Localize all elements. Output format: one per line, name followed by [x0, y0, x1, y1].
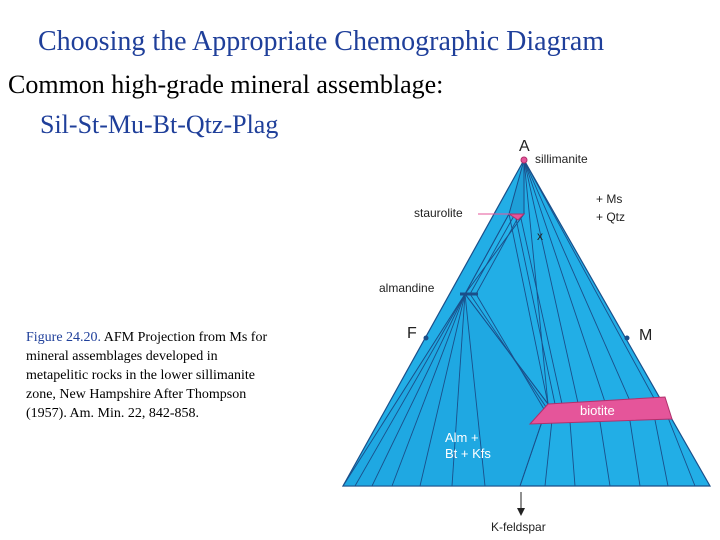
mineral-assemblage: Sil-St-Mu-Bt-Qtz-Plag: [40, 110, 279, 139]
page-subtitle: Common high-grade mineral assemblage:: [8, 70, 444, 99]
kfeldspar-arrow-head: [517, 508, 525, 516]
staurolite-label: staurolite: [414, 206, 463, 220]
page-title: Choosing the Appropriate Chemographic Diagram: [38, 26, 605, 57]
vertex-f-point: [424, 336, 429, 341]
plus-qtz-label: + Qtz: [596, 210, 626, 224]
sillimanite-point: [521, 157, 527, 163]
figure-caption-text: AFM Projection from Ms for mineral assemblages developed in metapelitic rocks in the lower sillimanite zone, New Hampshire After Thompson (1957). Am. Min. 22, 842-858.: [26, 330, 268, 421]
kfeldspar-label: K-feldspar: [491, 520, 546, 534]
vertex-f-label: F: [407, 325, 417, 342]
x-mark-label: x: [537, 229, 543, 243]
field-alm-label: Alm +: [445, 430, 479, 445]
vertex-m-label: M: [639, 327, 653, 344]
biotite-label: biotite: [580, 403, 615, 418]
apex-a-label: A: [519, 138, 530, 155]
field-bt-kfs-label: Bt + Kfs: [445, 446, 491, 461]
vertex-m-point: [625, 336, 630, 341]
plus-ms-label: + Ms: [596, 192, 623, 206]
almandine-label: almandine: [379, 281, 435, 295]
sillimanite-label: sillimanite: [535, 152, 588, 166]
figure-label: Figure 24.20.: [26, 330, 102, 345]
